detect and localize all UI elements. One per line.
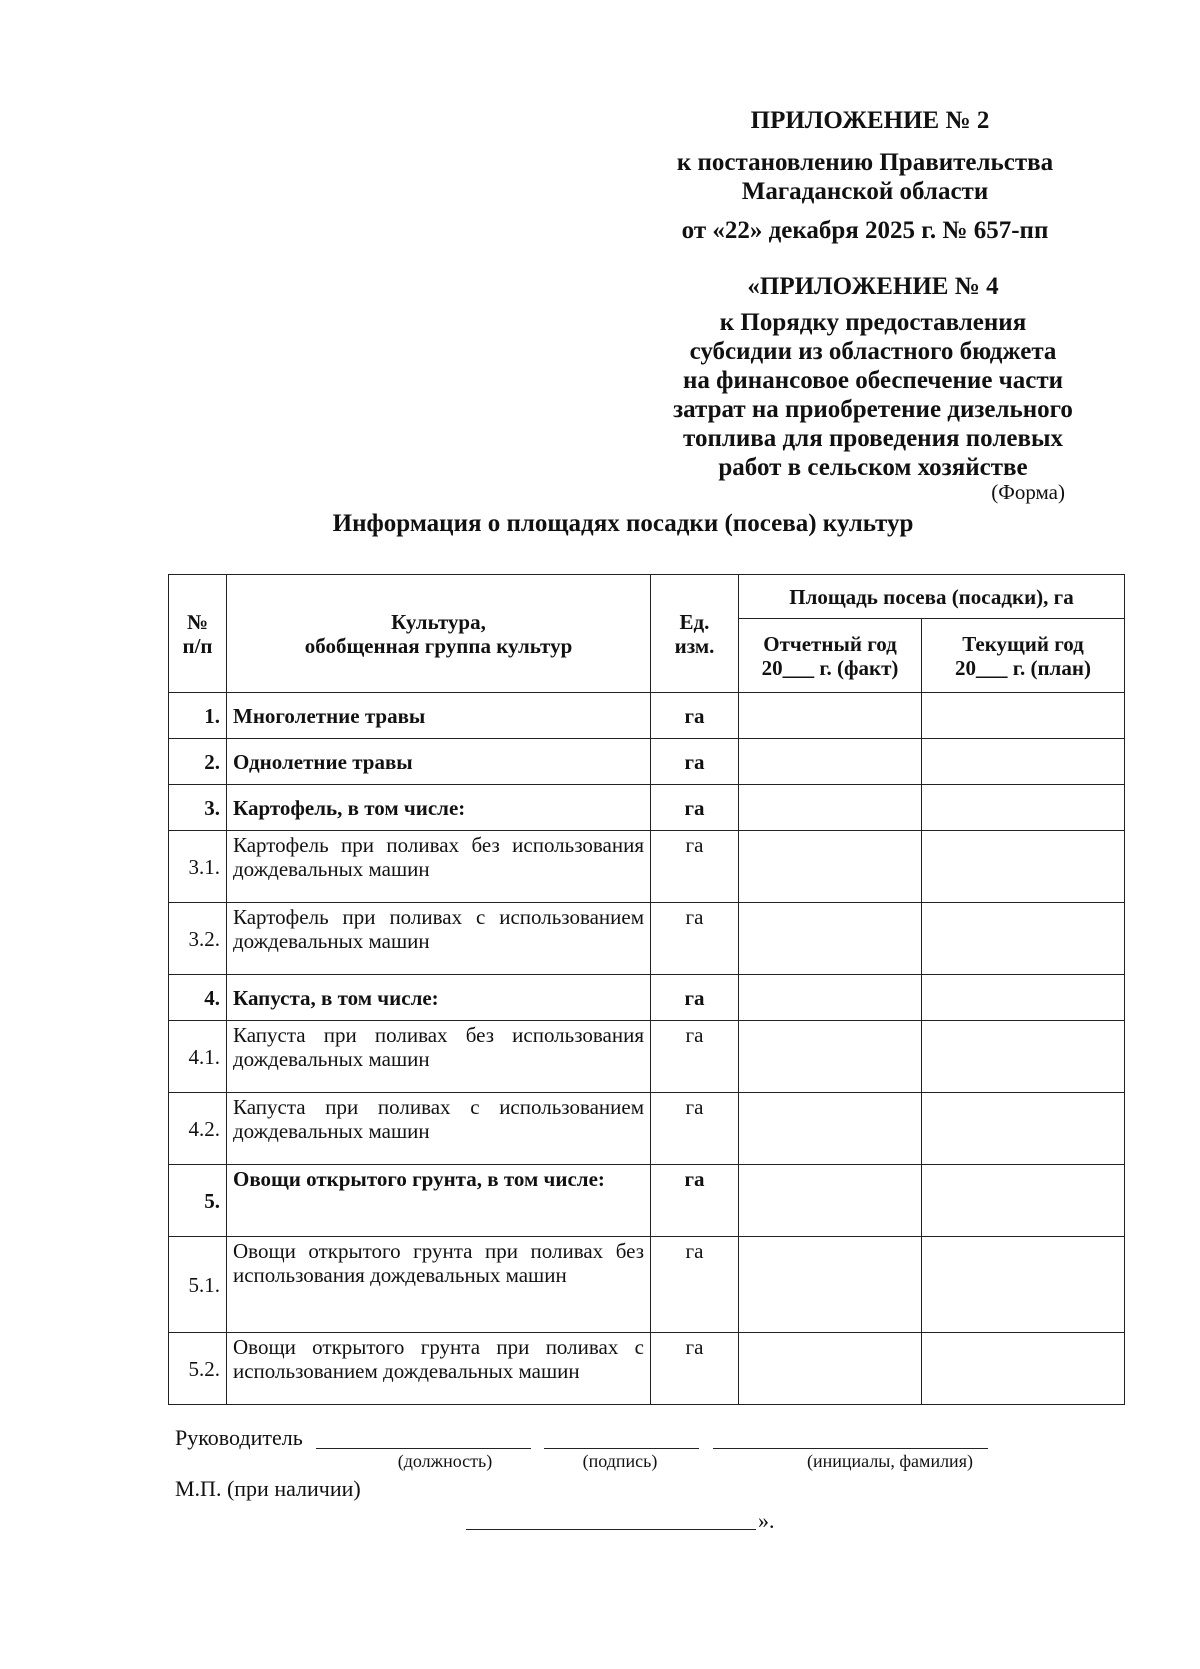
current-year-cell[interactable] <box>922 1237 1125 1333</box>
current-year-cell[interactable] <box>922 975 1125 1021</box>
row-number: 5.2. <box>169 1333 227 1405</box>
unit-cell: га <box>651 903 739 975</box>
report-year-cell[interactable] <box>739 1021 922 1093</box>
decree-reference <box>600 148 1130 206</box>
closing-quote: ». <box>758 1508 775 1533</box>
report-year-cell[interactable] <box>739 693 922 739</box>
crop-name: Картофель при поливах без использования дождевальных машин <box>227 831 651 903</box>
current-year-cell[interactable] <box>922 693 1125 739</box>
order-reference-line: к Порядку предоставления <box>719 309 1027 336</box>
report-year-cell[interactable] <box>739 975 922 1021</box>
order-reference-line: топлива для проведения полевых <box>683 425 1063 452</box>
table-row <box>169 1093 1125 1165</box>
stamp-label: М.П. (при наличии) <box>175 1476 361 1501</box>
current-year-cell[interactable] <box>922 831 1125 903</box>
report-year-cell[interactable] <box>739 831 922 903</box>
row-number: 5. <box>169 1165 227 1237</box>
current-year-cell[interactable] <box>922 903 1125 975</box>
row-number: 4.1. <box>169 1021 227 1093</box>
table-row <box>169 785 1125 831</box>
unit-cell: га <box>651 1237 739 1333</box>
row-number: 3. <box>169 785 227 831</box>
signature-caption: (подпись) <box>582 1451 658 1471</box>
unit-cell: га <box>651 1165 739 1237</box>
table-row <box>169 975 1125 1021</box>
report-year-cell[interactable] <box>739 1237 922 1333</box>
current-year-cell[interactable] <box>922 785 1125 831</box>
crop-name: Овощи открытого грунта при поливах с использованием дождевальных машин <box>227 1333 651 1405</box>
row-number: 3.1. <box>169 831 227 903</box>
head-label: Руководитель <box>175 1425 303 1450</box>
date-line[interactable] <box>466 1507 756 1530</box>
crop-name: Капуста при поливах с использованием дождевальных машин <box>227 1093 651 1165</box>
report-year-cell[interactable] <box>739 739 922 785</box>
table-row <box>169 1237 1125 1333</box>
name-line[interactable] <box>713 1426 988 1449</box>
order-reference-line: работ в сельском хозяйстве <box>718 454 1028 481</box>
table-row <box>169 739 1125 785</box>
column-header-crop: Культура, обобщенная группа культур <box>227 575 651 693</box>
position-line[interactable] <box>316 1426 531 1449</box>
column-header-area: Площадь посева (посадки), га <box>739 575 1125 619</box>
table-row <box>169 1021 1125 1093</box>
current-year-cell[interactable] <box>922 1093 1125 1165</box>
unit-cell: га <box>651 1093 739 1165</box>
current-year-cell[interactable] <box>922 1021 1125 1093</box>
table-row <box>169 831 1125 903</box>
decree-date: от «22» декабря 2025 г. № 657-пп <box>681 217 1049 244</box>
crop-name: Картофель, в том числе: <box>227 785 651 831</box>
unit-cell: га <box>651 785 739 831</box>
order-reference <box>608 308 1138 482</box>
unit-cell: га <box>651 1333 739 1405</box>
row-number: 3.2. <box>169 903 227 975</box>
unit-cell: га <box>651 975 739 1021</box>
crop-name: Овощи открытого грунта при поливах без использования дождевальных машин <box>227 1237 651 1333</box>
column-header-current-year: Текущий год 20___ г. (план) <box>922 619 1125 693</box>
column-header-number: № п/п <box>169 575 227 693</box>
crop-name: Многолетние травы <box>227 693 651 739</box>
signature-line[interactable] <box>544 1426 699 1449</box>
report-year-cell[interactable] <box>739 785 922 831</box>
form-label: (Форма) <box>991 480 1065 504</box>
report-year-cell[interactable] <box>739 1093 922 1165</box>
report-year-cell[interactable] <box>739 1165 922 1237</box>
table-row <box>169 903 1125 975</box>
order-reference-line: субсидии из областного бюджета <box>689 338 1057 365</box>
name-caption: (инициалы, фамилия) <box>807 1451 973 1471</box>
report-year-cell[interactable] <box>739 1333 922 1405</box>
document-title: Информация о площадях посадки (посева) культур <box>332 510 914 537</box>
crop-area-table <box>168 574 1125 1405</box>
row-number: 2. <box>169 739 227 785</box>
crop-name: Капуста при поливах без использования дождевальных машин <box>227 1021 651 1093</box>
unit-cell: га <box>651 831 739 903</box>
appendix-2-heading: ПРИЛОЖЕНИЕ № 2 <box>750 107 990 134</box>
row-number: 5.1. <box>169 1237 227 1333</box>
position-caption: (должность) <box>397 1451 493 1471</box>
appendix-4-heading: «ПРИЛОЖЕНИЕ № 4 <box>747 273 999 300</box>
order-reference-line: на финансовое обеспечение части <box>682 367 1064 394</box>
crop-name: Капуста, в том числе: <box>227 975 651 1021</box>
table-row <box>169 693 1125 739</box>
table-row <box>169 1333 1125 1405</box>
crop-name: Однолетние травы <box>227 739 651 785</box>
column-header-report-year: Отчетный год 20___ г. (факт) <box>739 619 922 693</box>
decree-reference-line: Магаданской области <box>741 178 989 205</box>
crop-name: Картофель при поливах с использованием дождевальных машин <box>227 903 651 975</box>
unit-cell: га <box>651 1021 739 1093</box>
decree-reference-line: к постановлению Правительства <box>676 149 1054 176</box>
current-year-cell[interactable] <box>922 1165 1125 1237</box>
report-year-cell[interactable] <box>739 903 922 975</box>
row-number: 1. <box>169 693 227 739</box>
column-header-unit: Ед. изм. <box>651 575 739 693</box>
unit-cell: га <box>651 739 739 785</box>
unit-cell: га <box>651 693 739 739</box>
row-number: 4. <box>169 975 227 1021</box>
crop-name: Овощи открытого грунта, в том числе: <box>227 1165 651 1237</box>
order-reference-line: затрат на приобретение дизельного <box>673 396 1073 423</box>
current-year-cell[interactable] <box>922 739 1125 785</box>
row-number: 4.2. <box>169 1093 227 1165</box>
current-year-cell[interactable] <box>922 1333 1125 1405</box>
table-row <box>169 1165 1125 1237</box>
